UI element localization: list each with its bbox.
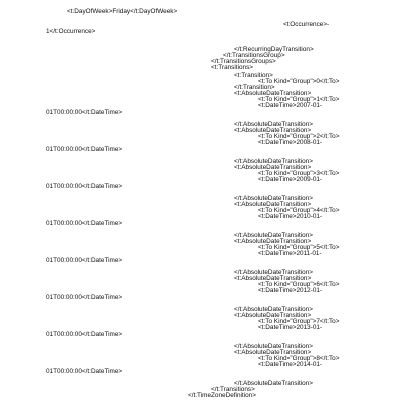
text-line: <t:AbsoluteDateTransition>: [234, 311, 312, 319]
text-line: </t:AbsoluteDateTransition>: [234, 194, 313, 202]
text-line: 01T00:00:00</t:DateTime>: [46, 182, 123, 190]
text-line: </t:TransitionsGroups>: [211, 57, 276, 65]
text-line: <t:AbsoluteDateTransition>: [234, 200, 312, 208]
text-line: <t:Occurrence>-: [283, 20, 330, 28]
text-line: <t:AbsoluteDateTransition>: [234, 126, 312, 134]
text-line: </t:TimeZoneDefinition>: [188, 392, 256, 399]
text-line: </t:AbsoluteDateTransition>: [234, 231, 313, 239]
text-line: <t:To Kind="Group">0</t:To>: [258, 77, 340, 85]
text-line: 1</t:Occurrence>: [46, 28, 96, 36]
text-line: <t:To Kind="Group">4</t:To>: [258, 206, 340, 214]
text-line: <t:AbsoluteDateTransition>: [234, 348, 312, 356]
text-line: <t:AbsoluteDateTransition>: [234, 89, 312, 97]
text-line: </t:AbsoluteDateTransition>: [234, 120, 313, 128]
text-line: </t:AbsoluteDateTransition>: [234, 157, 313, 165]
text-line: <t:To Kind="Group">2</t:To>: [258, 132, 340, 140]
text-line: <t:To Kind="Group">5</t:To>: [258, 243, 340, 251]
text-line: </t:AbsoluteDateTransition>: [234, 342, 313, 350]
text-line: <t:DateTime>2012-01-: [258, 286, 323, 294]
text-line: 01T00:00:00</t:DateTime>: [46, 219, 123, 227]
text-line: <t:DateTime>2013-01-: [258, 323, 323, 331]
text-line: 01T00:00:00</t:DateTime>: [46, 145, 123, 153]
text-line: <t:DateTime>2011-01-: [258, 249, 322, 257]
text-line: <t:AbsoluteDateTransition>: [234, 163, 312, 171]
text-line: </t:AbsoluteDateTransition>: [234, 379, 313, 387]
text-line: 01T00:00:00</t:DateTime>: [46, 293, 123, 301]
text-line: <t:DateTime>2008-01-: [258, 138, 323, 146]
text-line: <t:Transitions>: [211, 63, 254, 71]
text-line: <t:To Kind="Group">6</t:To>: [258, 280, 340, 288]
text-line: <t:AbsoluteDateTransition>: [234, 274, 312, 282]
text-line: <t:AbsoluteDateTransition>: [234, 237, 312, 245]
text-line: <t:To Kind="Group">1</t:To>: [258, 95, 340, 103]
text-line: <t:DateTime>2009-01-: [258, 175, 323, 183]
text-line: <t:To Kind="Group">3</t:To>: [258, 169, 340, 177]
text-line: <t:DateTime>2007-01-: [258, 101, 323, 109]
text-line: 01T00:00:00</t:DateTime>: [46, 108, 123, 116]
text-line: 01T00:00:00</t:DateTime>: [46, 330, 123, 338]
text-line: </t:Transitions>: [211, 385, 255, 393]
text-line: </t:AbsoluteDateTransition>: [234, 305, 313, 313]
text-line: </t:AbsoluteDateTransition>: [234, 268, 313, 276]
text-line: <t:To Kind="Group">8</t:To>: [258, 354, 340, 362]
text-line: <t:DayOfWeek>Friday</t:DayOfWeek>: [67, 8, 178, 15]
text-line: <t:DateTime>2014-01-: [258, 361, 323, 368]
text-line: 01T00:00:00</t:DateTime>: [46, 256, 123, 264]
text-line: </t:Transition>: [234, 83, 275, 91]
text-line: </t:TransitionsGroup>: [223, 51, 285, 59]
text-line: <t:Transition>: [234, 71, 273, 79]
text-line: <t:To Kind="Group">7</t:To>: [258, 317, 340, 325]
text-line: <t:DateTime>2010-01-: [258, 212, 323, 220]
text-line: 01T00:00:00</t:DateTime>: [46, 367, 123, 375]
text-line: </t:RecurringDayTransition>: [234, 45, 314, 53]
